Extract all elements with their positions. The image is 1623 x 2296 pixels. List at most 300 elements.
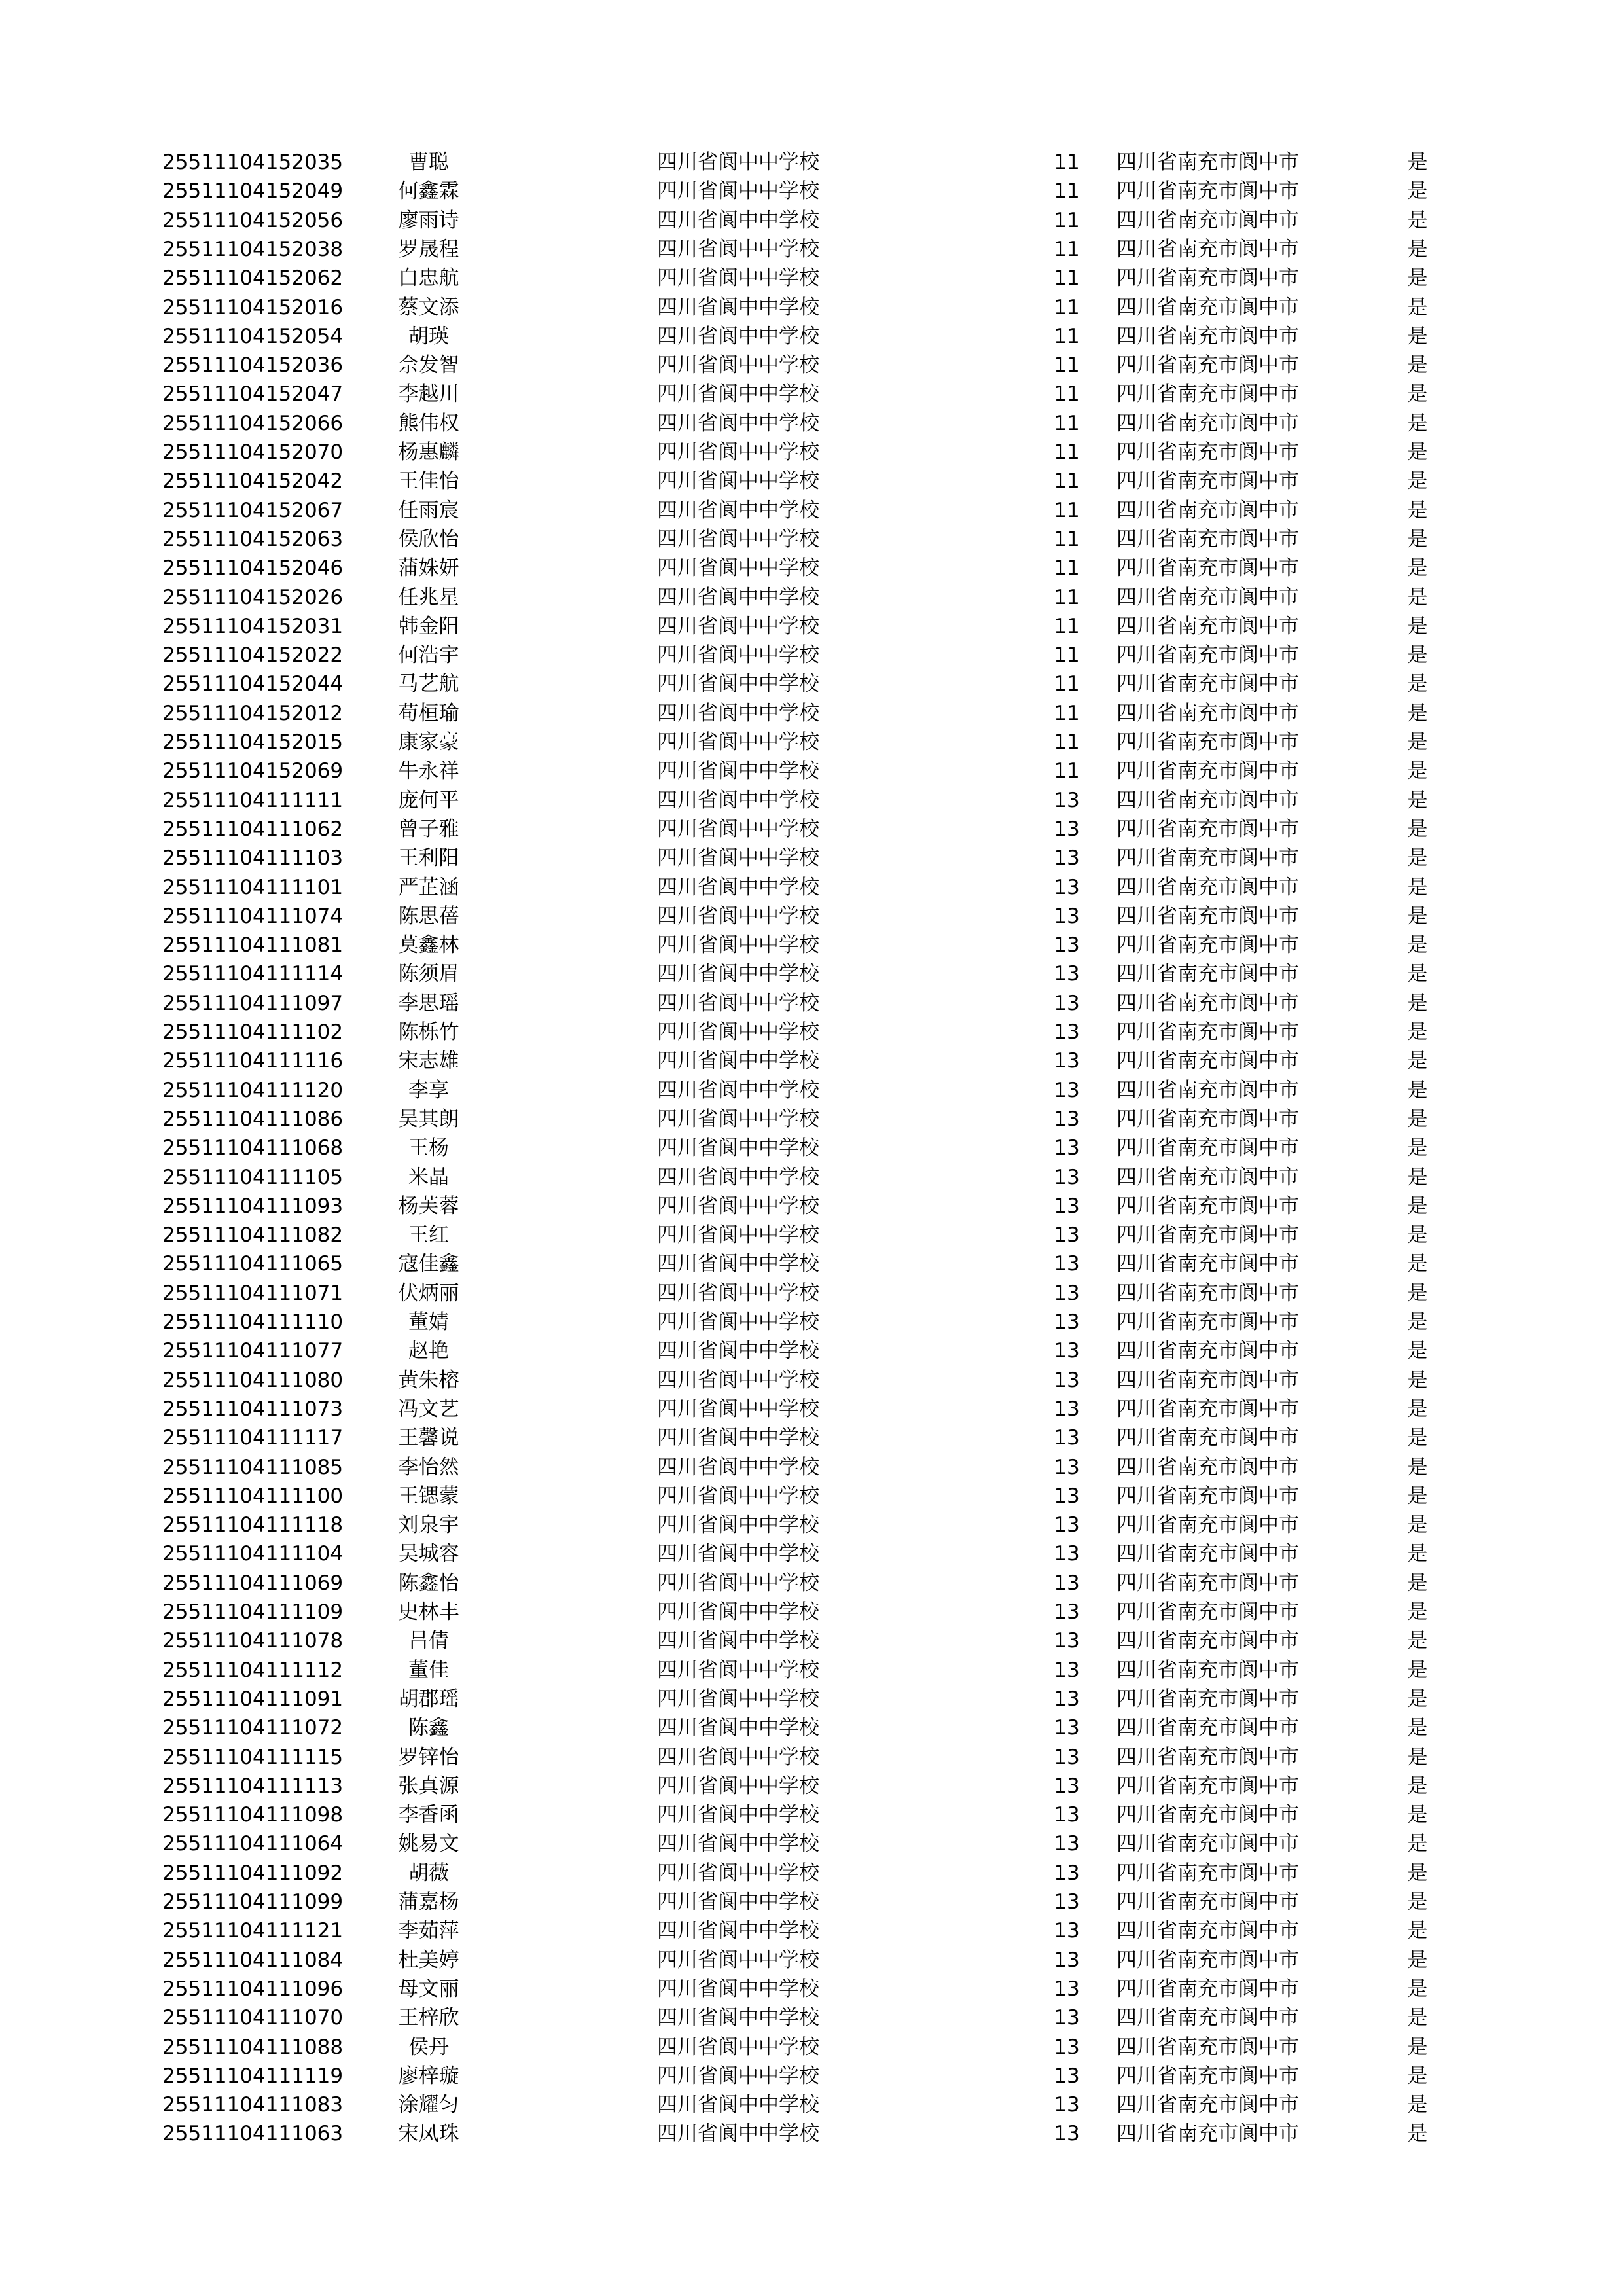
school-name: 四川省阆中中学校: [657, 904, 819, 928]
table-row: [0, 264, 1623, 293]
region-name: 四川省南充市阆中市: [1116, 295, 1299, 319]
table-row: [0, 438, 1623, 467]
region-name: 四川省南充市阆中市: [1116, 730, 1299, 754]
region-name: 四川省南充市阆中市: [1116, 1658, 1299, 1682]
school-name: 四川省阆中中学校: [657, 933, 819, 958]
student-id: 25511104152063: [162, 527, 344, 551]
status-flag: 是: [1407, 237, 1428, 261]
student-id: 25511104111097: [162, 991, 344, 1015]
status-flag: 是: [1407, 1803, 1428, 1827]
region-name: 四川省南充市阆中市: [1116, 788, 1299, 812]
status-flag: 是: [1407, 440, 1428, 464]
grade-code: 13: [1054, 1165, 1080, 1189]
table-row: [0, 148, 1623, 177]
student-name: 侯欣怡: [398, 527, 459, 551]
table-row: [0, 786, 1623, 815]
table-row: [0, 496, 1623, 525]
status-flag: 是: [1407, 643, 1428, 668]
status-flag: 是: [1407, 179, 1428, 204]
region-name: 四川省南充市阆中市: [1116, 585, 1299, 609]
student-name: 任兆星: [398, 585, 459, 609]
school-name: 四川省阆中中学校: [657, 1600, 819, 1624]
grade-code: 13: [1054, 991, 1080, 1015]
table-row: [0, 1047, 1623, 1075]
table-row: [0, 1772, 1623, 1801]
status-flag: 是: [1407, 266, 1428, 291]
student-name: 任雨宸: [398, 498, 459, 522]
student-id: 25511104111102: [162, 1020, 344, 1044]
school-name: 四川省阆中中学校: [657, 2093, 819, 2117]
table-row: [0, 1163, 1623, 1192]
student-name: 莫鑫林: [398, 933, 459, 958]
school-name: 四川省阆中中学校: [657, 846, 819, 870]
status-flag: 是: [1407, 875, 1428, 899]
table-row: [0, 1713, 1623, 1742]
student-id: 25511104152046: [162, 556, 344, 581]
student-id: 25511104111085: [162, 1455, 344, 1479]
grade-code: 13: [1054, 1948, 1080, 1972]
status-flag: 是: [1407, 672, 1428, 696]
grade-code: 11: [1054, 237, 1080, 261]
student-name: 宋凤珠: [398, 2122, 459, 2146]
grade-code: 13: [1054, 2093, 1080, 2117]
student-id: 25511104111080: [162, 1368, 344, 1392]
status-flag: 是: [1407, 1020, 1428, 1044]
student-name: 李享: [408, 1078, 449, 1102]
student-id: 25511104111092: [162, 1861, 344, 1885]
student-name: 赵艳: [408, 1339, 449, 1363]
student-id: 25511104111117: [162, 1426, 344, 1450]
student-name: 杜美婷: [398, 1948, 459, 1972]
grade-code: 13: [1054, 1629, 1080, 1653]
school-name: 四川省阆中中学校: [657, 585, 819, 609]
school-name: 四川省阆中中学校: [657, 440, 819, 464]
school-name: 四川省阆中中学校: [657, 1281, 819, 1305]
table-row: [0, 1801, 1623, 1829]
student-id: 25511104111098: [162, 1803, 344, 1827]
student-id: 25511104152069: [162, 759, 344, 783]
region-name: 四川省南充市阆中市: [1116, 324, 1299, 348]
table-row: [0, 1888, 1623, 1916]
status-flag: 是: [1407, 1948, 1428, 1972]
student-name: 王杨: [408, 1136, 449, 1160]
grade-code: 13: [1054, 1107, 1080, 1131]
student-name: 李茹萍: [398, 1919, 459, 1943]
school-name: 四川省阆中中学校: [657, 1919, 819, 1943]
region-name: 四川省南充市阆中市: [1116, 411, 1299, 435]
student-name: 熊伟权: [398, 411, 459, 435]
grade-code: 11: [1054, 498, 1080, 522]
status-flag: 是: [1407, 151, 1428, 174]
table-row: [0, 1743, 1623, 1772]
table-row: [0, 2090, 1623, 2119]
table-row: [0, 1626, 1623, 1655]
region-name: 四川省南充市阆中市: [1116, 1716, 1299, 1740]
grade-code: 11: [1054, 208, 1080, 232]
student-id: 25511104152015: [162, 730, 344, 754]
student-id: 25511104111115: [162, 1745, 344, 1769]
table-row: [0, 641, 1623, 670]
status-flag: 是: [1407, 2035, 1428, 2059]
grade-code: 13: [1054, 1571, 1080, 1595]
school-name: 四川省阆中中学校: [657, 730, 819, 754]
student-id: 25511104152042: [162, 469, 344, 493]
grade-code: 13: [1054, 1774, 1080, 1798]
status-flag: 是: [1407, 1397, 1428, 1421]
table-row: [0, 409, 1623, 438]
student-id: 25511104111063: [162, 2122, 344, 2146]
grade-code: 13: [1054, 1716, 1080, 1740]
grade-code: 11: [1054, 730, 1080, 754]
school-name: 四川省阆中中学校: [657, 2006, 819, 2030]
region-name: 四川省南充市阆中市: [1116, 1629, 1299, 1653]
school-name: 四川省阆中中学校: [657, 1107, 819, 1131]
school-name: 四川省阆中中学校: [657, 759, 819, 783]
grade-code: 13: [1054, 1745, 1080, 1769]
school-name: 四川省阆中中学校: [657, 962, 819, 986]
region-name: 四川省南充市阆中市: [1116, 1745, 1299, 1769]
student-name: 廖雨诗: [398, 208, 459, 232]
grade-code: 11: [1054, 151, 1080, 174]
student-name: 黄朱榕: [398, 1368, 459, 1392]
status-flag: 是: [1407, 1832, 1428, 1856]
student-id: 25511104111121: [162, 1919, 344, 1943]
table-row: [0, 380, 1623, 408]
student-name: 罗锌怡: [398, 1745, 459, 1769]
table-row: [0, 1916, 1623, 1945]
grade-code: 11: [1054, 324, 1080, 348]
status-flag: 是: [1407, 1687, 1428, 1711]
student-name: 王馨说: [398, 1426, 459, 1450]
status-flag: 是: [1407, 933, 1428, 958]
grade-code: 13: [1054, 2035, 1080, 2059]
grade-code: 13: [1054, 1890, 1080, 1914]
school-name: 四川省阆中中学校: [657, 614, 819, 638]
grade-code: 11: [1054, 701, 1080, 725]
region-name: 四川省南充市阆中市: [1116, 1194, 1299, 1218]
grade-code: 13: [1054, 2006, 1080, 2030]
region-name: 四川省南充市阆中市: [1116, 2093, 1299, 2117]
region-name: 四川省南充市阆中市: [1116, 1368, 1299, 1392]
table-row: [0, 1336, 1623, 1365]
grade-code: 11: [1054, 266, 1080, 291]
student-id: 25511104152062: [162, 266, 344, 291]
region-name: 四川省南充市阆中市: [1116, 1281, 1299, 1305]
status-flag: 是: [1407, 2122, 1428, 2146]
table-row: [0, 583, 1623, 612]
student-id: 25511104111082: [162, 1223, 344, 1247]
student-id: 25511104152016: [162, 295, 344, 319]
student-name: 严芷涵: [398, 875, 459, 899]
grade-code: 13: [1054, 1484, 1080, 1508]
table-row: [0, 1221, 1623, 1249]
student-name: 牛永祥: [398, 759, 459, 783]
school-name: 四川省阆中中学校: [657, 1368, 819, 1392]
table-row: [0, 1424, 1623, 1452]
school-name: 四川省阆中中学校: [657, 1803, 819, 1827]
student-id: 25511104111114: [162, 962, 344, 986]
region-name: 四川省南充市阆中市: [1116, 614, 1299, 638]
region-name: 四川省南充市阆中市: [1116, 2122, 1299, 2146]
status-flag: 是: [1407, 1165, 1428, 1189]
school-name: 四川省阆中中学校: [657, 1890, 819, 1914]
student-name: 陈栎竹: [398, 1020, 459, 1044]
grade-code: 13: [1054, 1339, 1080, 1363]
student-name: 杨芙蓉: [398, 1194, 459, 1218]
table-row: [0, 960, 1623, 988]
school-name: 四川省阆中中学校: [657, 411, 819, 435]
grade-code: 13: [1054, 875, 1080, 899]
status-flag: 是: [1407, 846, 1428, 870]
student-name: 李香函: [398, 1803, 459, 1827]
grade-code: 13: [1054, 1542, 1080, 1566]
school-name: 四川省阆中中学校: [657, 208, 819, 232]
grade-code: 13: [1054, 1310, 1080, 1334]
region-name: 四川省南充市阆中市: [1116, 875, 1299, 899]
status-flag: 是: [1407, 1513, 1428, 1537]
status-flag: 是: [1407, 1194, 1428, 1218]
student-name: 白忠航: [398, 266, 459, 291]
student-id: 25511104111104: [162, 1542, 344, 1566]
student-id: 25511104111103: [162, 846, 344, 870]
status-flag: 是: [1407, 1629, 1428, 1653]
region-name: 四川省南充市阆中市: [1116, 151, 1299, 174]
student-name: 蔡文添: [398, 295, 459, 319]
school-name: 四川省阆中中学校: [657, 469, 819, 493]
school-name: 四川省阆中中学校: [657, 1658, 819, 1682]
student-name: 罗晟程: [398, 237, 459, 261]
table-row: [0, 815, 1623, 844]
table-row: [0, 1453, 1623, 1482]
table-row: [0, 699, 1623, 728]
grade-code: 13: [1054, 904, 1080, 928]
table-row: [0, 1975, 1623, 2003]
school-name: 四川省阆中中学校: [657, 788, 819, 812]
region-name: 四川省南充市阆中市: [1116, 1890, 1299, 1914]
school-name: 四川省阆中中学校: [657, 324, 819, 348]
region-name: 四川省南充市阆中市: [1116, 1687, 1299, 1711]
grade-code: 11: [1054, 179, 1080, 204]
grade-code: 13: [1054, 1977, 1080, 2001]
student-name: 陈鑫怡: [398, 1571, 459, 1595]
region-name: 四川省南充市阆中市: [1116, 1542, 1299, 1566]
grade-code: 13: [1054, 817, 1080, 841]
student-id: 25511104152012: [162, 701, 344, 725]
region-name: 四川省南充市阆中市: [1116, 1455, 1299, 1479]
school-name: 四川省阆中中学校: [657, 1948, 819, 1972]
status-flag: 是: [1407, 1426, 1428, 1450]
school-name: 四川省阆中中学校: [657, 1861, 819, 1885]
region-name: 四川省南充市阆中市: [1116, 2035, 1299, 2059]
student-name: 陈思蓓: [398, 904, 459, 928]
student-name: 董佳: [408, 1658, 449, 1682]
status-flag: 是: [1407, 1600, 1428, 1624]
grade-code: 11: [1054, 353, 1080, 378]
table-row: [0, 1105, 1623, 1134]
table-row: [0, 1395, 1623, 1424]
student-id: 25511104152056: [162, 208, 344, 232]
student-id: 25511104152044: [162, 672, 344, 696]
school-name: 四川省阆中中学校: [657, 1194, 819, 1218]
status-flag: 是: [1407, 1890, 1428, 1914]
status-flag: 是: [1407, 759, 1428, 783]
student-id: 25511104111116: [162, 1049, 344, 1073]
school-name: 四川省阆中中学校: [657, 237, 819, 261]
school-name: 四川省阆中中学校: [657, 1455, 819, 1479]
school-name: 四川省阆中中学校: [657, 1397, 819, 1421]
table-row: [0, 2062, 1623, 2090]
status-flag: 是: [1407, 295, 1428, 319]
school-name: 四川省阆中中学校: [657, 2064, 819, 2088]
table-row: [0, 1859, 1623, 1888]
student-name: 曹聪: [408, 151, 449, 174]
student-id: 25511104111062: [162, 817, 344, 841]
student-name: 母文丽: [398, 1977, 459, 2001]
table-row: [0, 2119, 1623, 2148]
grade-code: 11: [1054, 527, 1080, 551]
region-name: 四川省南充市阆中市: [1116, 1774, 1299, 1798]
status-flag: 是: [1407, 991, 1428, 1015]
region-name: 四川省南充市阆中市: [1116, 1223, 1299, 1247]
status-flag: 是: [1407, 1223, 1428, 1247]
school-name: 四川省阆中中学校: [657, 295, 819, 319]
student-name: 马艺航: [398, 672, 459, 696]
table-row: [0, 1598, 1623, 1626]
table-row: [0, 467, 1623, 495]
school-name: 四川省阆中中学校: [657, 151, 819, 174]
student-name: 陈鑫: [408, 1716, 449, 1740]
student-id: 25511104152035: [162, 151, 344, 174]
student-id: 25511104152066: [162, 411, 344, 435]
table-row: [0, 1946, 1623, 1975]
table-row: [0, 1685, 1623, 1713]
table-row: [0, 1249, 1623, 1278]
student-name: 杨惠麟: [398, 440, 459, 464]
status-flag: 是: [1407, 1368, 1428, 1392]
student-name: 李越川: [398, 382, 459, 406]
region-name: 四川省南充市阆中市: [1116, 1803, 1299, 1827]
school-name: 四川省阆中中学校: [657, 1629, 819, 1653]
student-name: 廖梓璇: [398, 2064, 459, 2088]
school-name: 四川省阆中中学校: [657, 817, 819, 841]
status-flag: 是: [1407, 788, 1428, 812]
region-name: 四川省南充市阆中市: [1116, 962, 1299, 986]
student-name: 王红: [408, 1223, 449, 1247]
region-name: 四川省南充市阆中市: [1116, 1049, 1299, 1073]
status-flag: 是: [1407, 353, 1428, 378]
table-row: [0, 177, 1623, 206]
student-id: 25511104111078: [162, 1629, 344, 1653]
school-name: 四川省阆中中学校: [657, 498, 819, 522]
grade-code: 13: [1054, 788, 1080, 812]
school-name: 四川省阆中中学校: [657, 1136, 819, 1160]
status-flag: 是: [1407, 1571, 1428, 1595]
table-row: [0, 1192, 1623, 1221]
student-name: 侯丹: [408, 2035, 449, 2059]
student-name: 陈须眉: [398, 962, 459, 986]
status-flag: 是: [1407, 2093, 1428, 2117]
status-flag: 是: [1407, 208, 1428, 232]
student-id: 25511104111071: [162, 1281, 344, 1305]
student-id: 25511104111119: [162, 2064, 344, 2088]
school-name: 四川省阆中中学校: [657, 2122, 819, 2146]
student-name: 王利阳: [398, 846, 459, 870]
school-name: 四川省阆中中学校: [657, 1716, 819, 1740]
region-name: 四川省南充市阆中市: [1116, 1484, 1299, 1508]
table-row: [0, 989, 1623, 1018]
region-name: 四川省南充市阆中市: [1116, 237, 1299, 261]
region-name: 四川省南充市阆中市: [1116, 353, 1299, 378]
school-name: 四川省阆中中学校: [657, 1339, 819, 1363]
table-row: [0, 1656, 1623, 1685]
grade-code: 11: [1054, 585, 1080, 609]
grade-code: 13: [1054, 1281, 1080, 1305]
student-name: 何鑫霖: [398, 179, 459, 204]
student-id: 25511104111086: [162, 1107, 344, 1131]
table-row: [0, 1511, 1623, 1539]
table-row: [0, 1569, 1623, 1598]
status-flag: 是: [1407, 1078, 1428, 1102]
student-id: 25511104111112: [162, 1658, 344, 1682]
status-flag: 是: [1407, 324, 1428, 348]
table-row: [0, 2033, 1623, 2062]
status-flag: 是: [1407, 2006, 1428, 2030]
grade-code: 13: [1054, 962, 1080, 986]
status-flag: 是: [1407, 469, 1428, 493]
school-name: 四川省阆中中学校: [657, 1571, 819, 1595]
student-id: 25511104152022: [162, 643, 344, 668]
region-name: 四川省南充市阆中市: [1116, 208, 1299, 232]
student-name: 董婧: [408, 1310, 449, 1334]
school-name: 四川省阆中中学校: [657, 382, 819, 406]
school-name: 四川省阆中中学校: [657, 2035, 819, 2059]
region-name: 四川省南充市阆中市: [1116, 1020, 1299, 1044]
status-flag: 是: [1407, 1861, 1428, 1885]
school-name: 四川省阆中中学校: [657, 1310, 819, 1334]
status-flag: 是: [1407, 1281, 1428, 1305]
school-name: 四川省阆中中学校: [657, 1832, 819, 1856]
student-id: 25511104111074: [162, 904, 344, 928]
table-row: [0, 1279, 1623, 1308]
school-name: 四川省阆中中学校: [657, 991, 819, 1015]
school-name: 四川省阆中中学校: [657, 1774, 819, 1798]
student-id: 25511104152070: [162, 440, 344, 464]
status-flag: 是: [1407, 1774, 1428, 1798]
region-name: 四川省南充市阆中市: [1116, 1948, 1299, 1972]
table-row: [0, 873, 1623, 902]
student-id: 25511104152038: [162, 237, 344, 261]
region-name: 四川省南充市阆中市: [1116, 1513, 1299, 1537]
table-row: [0, 1134, 1623, 1162]
student-id: 25511104111065: [162, 1252, 344, 1276]
region-name: 四川省南充市阆中市: [1116, 701, 1299, 725]
student-id: 25511104111110: [162, 1310, 344, 1334]
school-name: 四川省阆中中学校: [657, 266, 819, 291]
table-row: [0, 293, 1623, 322]
status-flag: 是: [1407, 1049, 1428, 1073]
table-row: [0, 322, 1623, 351]
status-flag: 是: [1407, 556, 1428, 581]
table-row: [0, 844, 1623, 872]
student-name: 王佳怡: [398, 469, 459, 493]
status-flag: 是: [1407, 1542, 1428, 1566]
student-name: 李思瑶: [398, 991, 459, 1015]
status-flag: 是: [1407, 1107, 1428, 1131]
student-id: 25511104111091: [162, 1687, 344, 1711]
school-name: 四川省阆中中学校: [657, 179, 819, 204]
student-name: 冯文艺: [398, 1397, 459, 1421]
status-flag: 是: [1407, 498, 1428, 522]
